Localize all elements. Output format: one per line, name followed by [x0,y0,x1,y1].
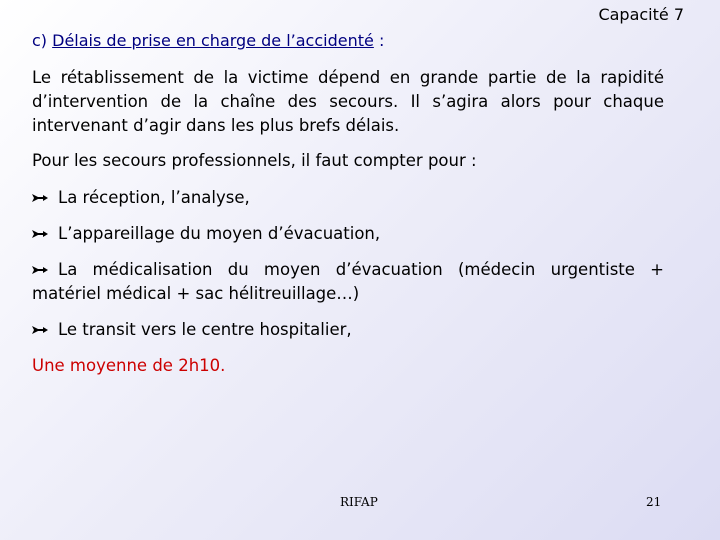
list-intro: Pour les secours professionnels, il faut compter pour : [32,151,477,170]
list-item-text: L’appareillage du moyen d’évacuation, [58,224,381,243]
footer-label: RIFAP [340,495,378,509]
list-item [32,222,664,246]
capacite-label: Capacité 7 [598,5,684,24]
section-suffix: : [373,31,385,50]
page-number: 21 [646,495,662,509]
list-item-text: La médicalisation du moyen d’évacuation (médecin urgentiste + matériel médical + sac hélitreuillage…) [32,260,664,303]
list-item [32,318,664,342]
arrow-bullet-icon [32,265,48,275]
list-item-text: La réception, l’analyse, [58,188,250,207]
arrow-bullet-icon [32,325,48,335]
arrow-bullet-icon [32,193,48,203]
section-heading [32,31,384,50]
list-item [32,258,664,306]
intro-paragraph: Le rétablissement de la victime dépend en grande partie de la rapidité d’intervention de la chaîne des secours. Il s’agira alors pour chaque intervenant d’agir dans les plus brefs délais. [32,68,664,135]
average-duration: Une moyenne de 2h10. [32,356,226,375]
arrow-bullet-icon [32,229,48,239]
list-item-text: Le transit vers le centre hospitalier, [58,320,352,339]
section-prefix: c) [32,31,53,50]
section-title: Délais de prise en charge de l’accidenté [52,31,374,50]
list-item [32,186,664,210]
